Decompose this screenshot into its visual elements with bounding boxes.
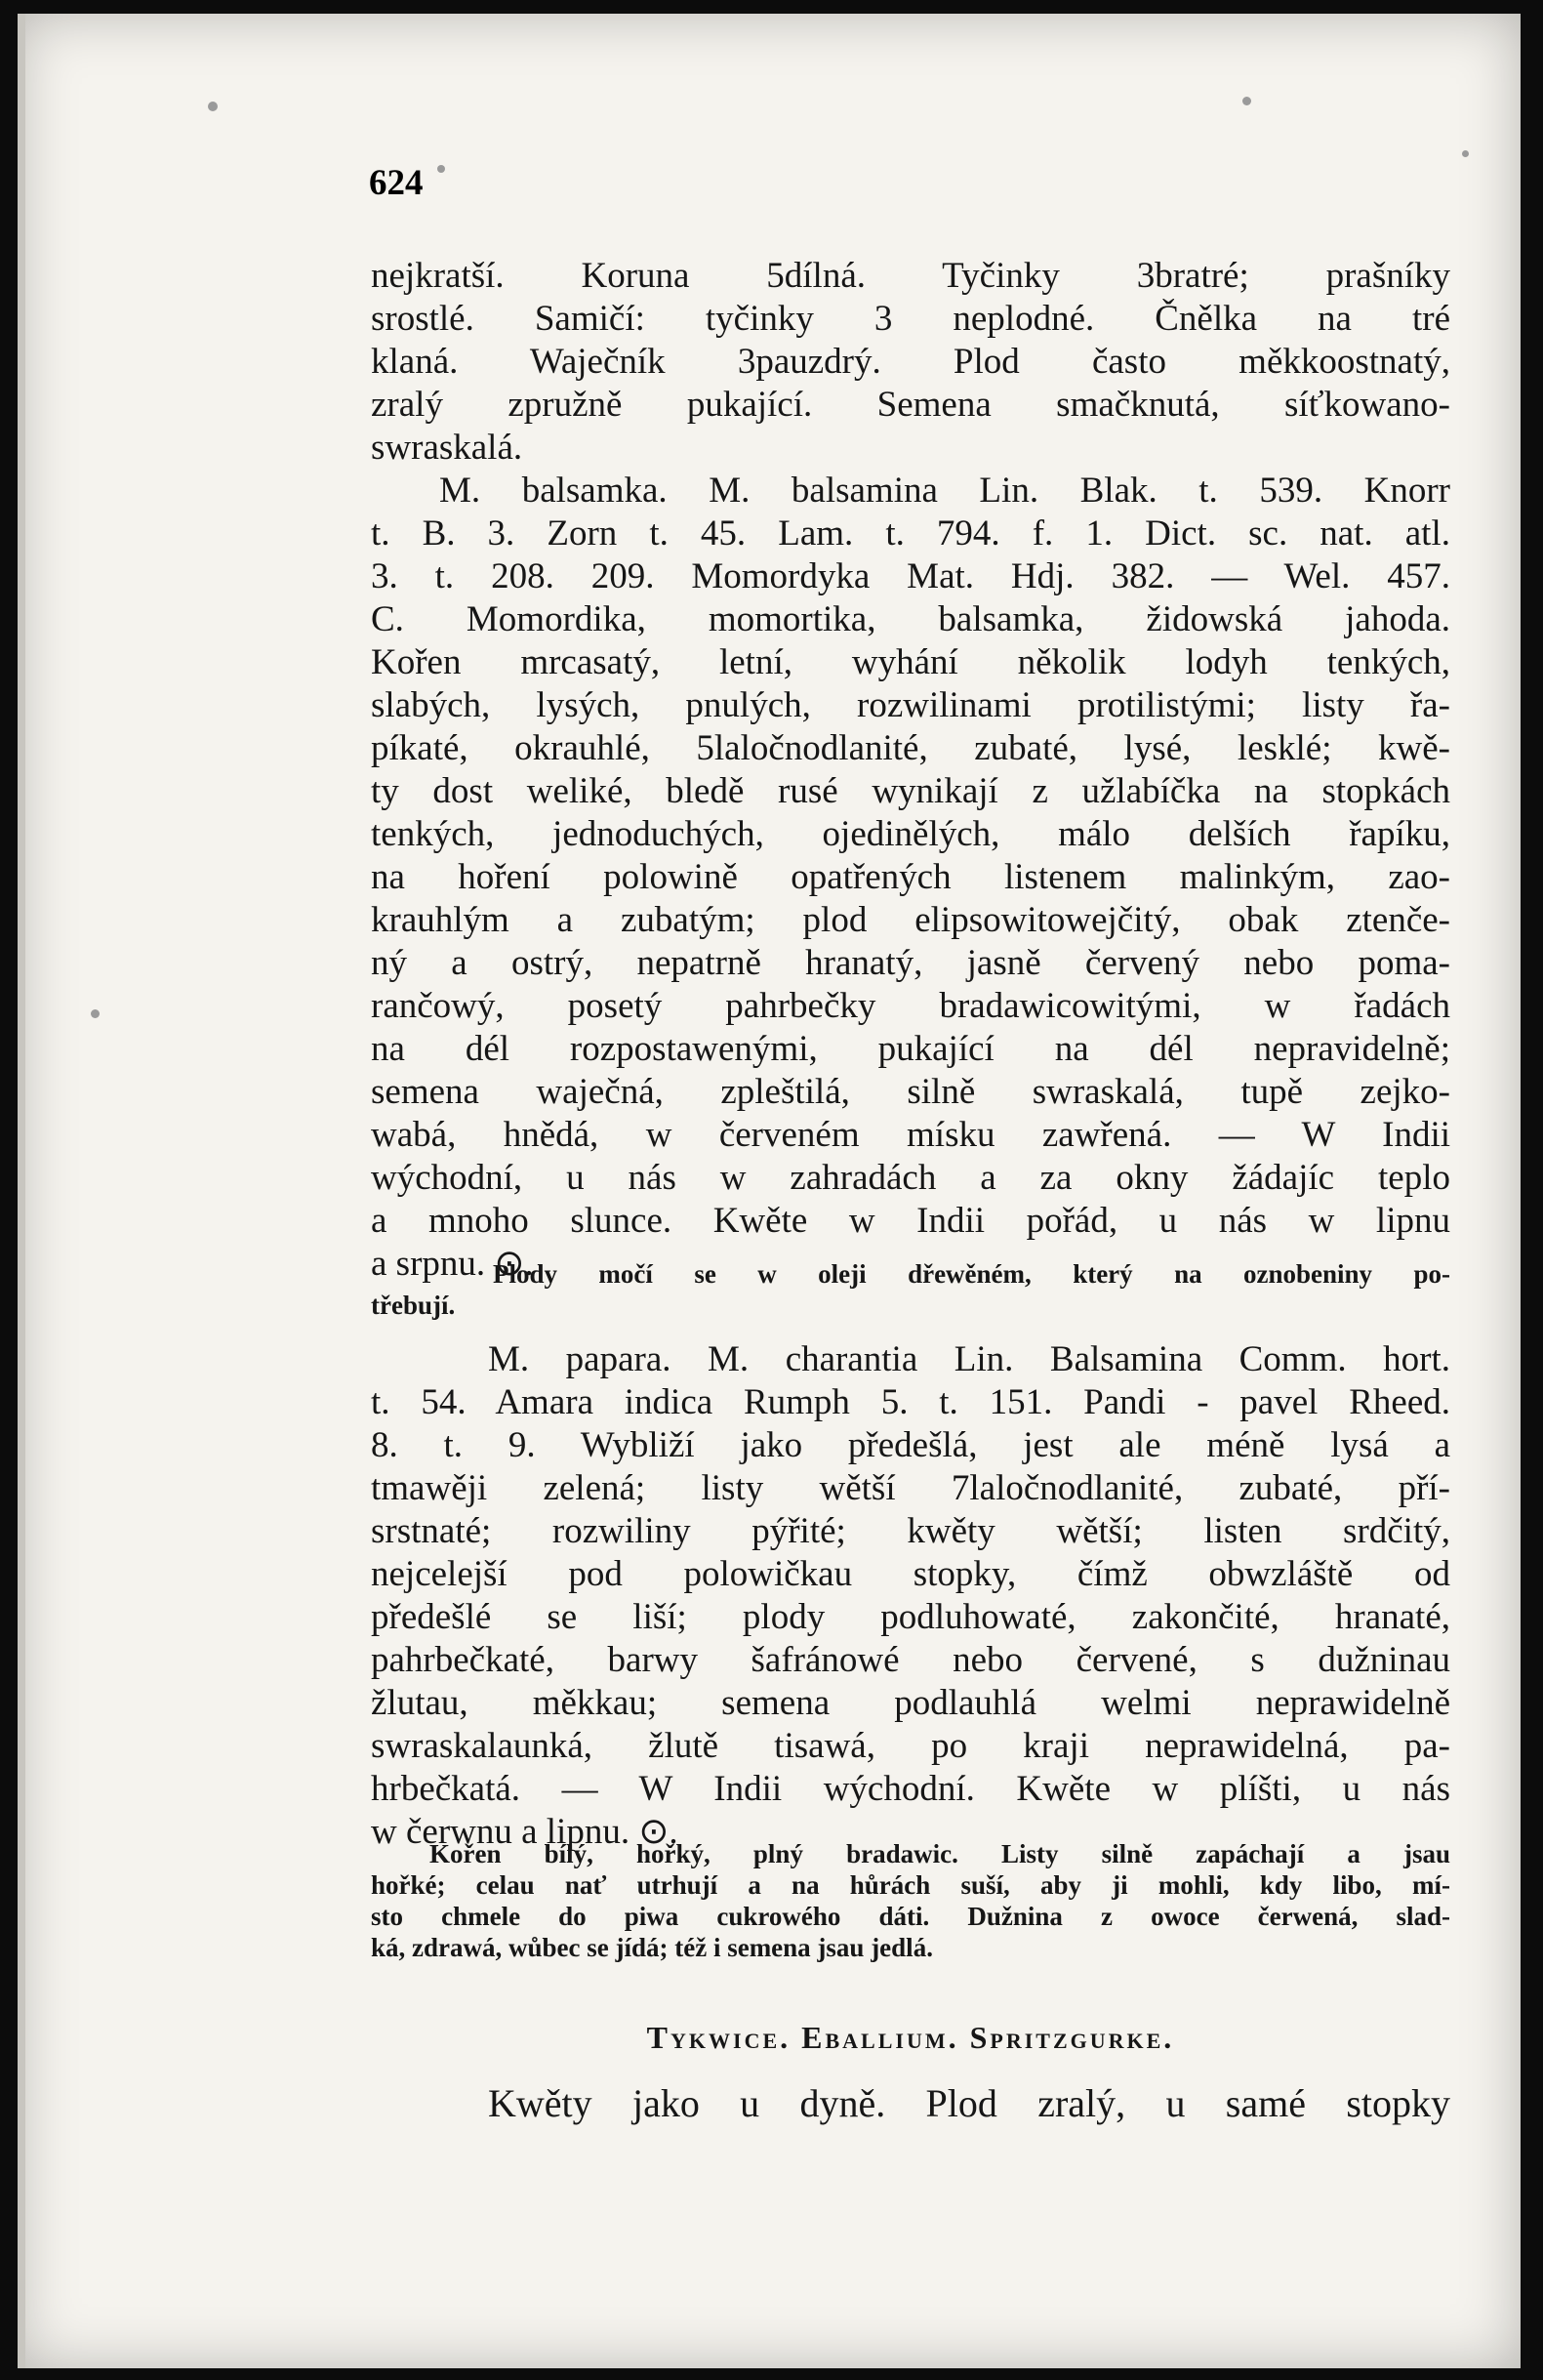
text-line: ty dost weliké, bledě rusé wynikají z užlabíčka na stopkách: [371, 771, 1450, 811]
text-line: Kořen mrcasatý, letní, wyhání několik lodyh tenkých,: [371, 642, 1450, 682]
text-line: slabých, lysých, pnulých, rozwilinami protilistými; listy řa-: [371, 685, 1450, 725]
text-line: t. 54. Amara indica Rumph 5. t. 151. Pandi - pavel Rheed.: [371, 1382, 1450, 1422]
text-line: zralý zpružně pukající. Semena smačknutá, síťkowano-: [371, 385, 1450, 425]
text-line: na hoření polowině opatřených listenem malinkým, zao-: [371, 857, 1450, 897]
book-page: [18, 14, 1521, 2368]
note-line: třebují.: [371, 1291, 456, 1320]
text-line: nejkratší. Koruna 5dílná. Tyčinky 3bratré; prašníky: [371, 256, 1450, 296]
text-line: wabá, hnědá, w červeném mísku zawřená. — W Indii: [371, 1115, 1450, 1155]
text-line: swraskalá.: [371, 428, 523, 468]
paper-speck: [91, 1009, 100, 1018]
note-line: ká, zdrawá, wůbec se jídá; též i semena jsau jedlá.: [371, 1933, 933, 1962]
text-line: M. papara. M. charantia Lin. Balsamina Comm. hort.: [488, 1339, 1450, 1379]
text-line: Kwěty jako u dyně. Plod zralý, u samé stopky: [488, 2081, 1450, 2125]
text-line: tenkých, jednoduchých, ojedinělých, málo delších řapíku,: [371, 814, 1450, 854]
text-line: 8. t. 9. Wybliží jako předešlá, jest ale méně lysá a: [371, 1425, 1450, 1465]
text-line: tmawěji zelená; listy wětší 7laločnodlanité, zubaté, pří-: [371, 1468, 1450, 1508]
text-line: a mnoho slunce. Kwěte w Indii pořád, u nás w lipnu: [371, 1201, 1450, 1241]
text-line: swraskalaunká, žlutě tisawá, po kraji neprawidelná, pa-: [371, 1726, 1450, 1766]
text-line: žlutau, měkkau; semena podlauhlá welmi neprawidelně: [371, 1683, 1450, 1723]
page-edge: [18, 14, 25, 2368]
paper-speck: [1462, 150, 1469, 157]
paper-speck: [1242, 97, 1251, 105]
text-line: 3. t. 208. 209. Momordyka Mat. Hdj. 382. — Wel. 457.: [371, 556, 1450, 596]
note-line: Plody močí se w oleji dřewěném, který na oznobeniny po-: [493, 1259, 1450, 1289]
text-line: krauhlým a zubatým; plod elipsowitowejčitý, obak ztenče-: [371, 900, 1450, 940]
text-line: rančowý, posetý pahrbečky bradawicowitými, w řadách: [371, 986, 1450, 1026]
text-line: ný a ostrý, nepatrně hranatý, jasně červený nebo poma-: [371, 943, 1450, 983]
text-line: semena waječná, zpleštilá, silně swraskalá, tupě zejko-: [371, 1072, 1450, 1112]
text-line: M. balsamka. M. balsamina Lin. Blak. t. 539. Knorr: [439, 471, 1450, 511]
text-line: srstnaté; rozwiliny pýřité; kwěty wětší; listen srdčitý,: [371, 1511, 1450, 1551]
text-line: w čerwnu a lipnu. ⊙.: [371, 1812, 678, 1852]
text-line: píkaté, okrauhlé, 5laločnodlanité, zubaté, lysé, lesklé; kwě-: [371, 728, 1450, 768]
text-line: pahrbečkaté, barwy šafránowé nebo červené, s dužninau: [371, 1640, 1450, 1680]
text-line: C. Momordika, momortika, balsamka, židowská jahoda.: [371, 599, 1450, 639]
note-line: hořké; celau nať utrhují a na hůrách suší, aby ji mohli, kdy libo, mí-: [371, 1870, 1450, 1900]
text-line: t. B. 3. Zorn t. 45. Lam. t. 794. f. 1. Dict. sc. nat. atl.: [371, 513, 1450, 554]
page-number: 624: [369, 163, 424, 203]
text-line: na dél rozpostawenými, pukající na dél nepravidelně;: [371, 1029, 1450, 1069]
text-line: hrbečkatá. — W Indii wýchodní. Kwěte w plíšti, u nás: [371, 1769, 1450, 1809]
section-heading: Tykwice. Eballium. Spritzgurke.: [646, 2020, 1175, 2055]
text-line: srostlé. Samičí: tyčinky 3 neplodné. Čnělka na tré: [371, 299, 1450, 339]
paper-speck: [437, 165, 445, 173]
text-line: wýchodní, u nás w zahradách a za okny žádajíc teplo: [371, 1158, 1450, 1198]
text-line: nejcelejší pod polowičkau stopky, čímž obwzláště od: [371, 1554, 1450, 1594]
text-line: klaná. Waječník 3pauzdrý. Plod často měkkoostnatý,: [371, 342, 1450, 382]
text-line: a srpnu. ⊙.: [371, 1244, 534, 1284]
text-line: předešlé se liší; plody podluhowaté, zakončité, hranaté,: [371, 1597, 1450, 1637]
note-line: Kořen bílý, hořký, plný bradawic. Listy silně zapáchají a jsau: [429, 1839, 1450, 1868]
note-line: sto chmele do piwa cukrowého dáti. Dužnina z owoce čerwená, slad-: [371, 1902, 1450, 1931]
paper-speck: [208, 102, 218, 111]
